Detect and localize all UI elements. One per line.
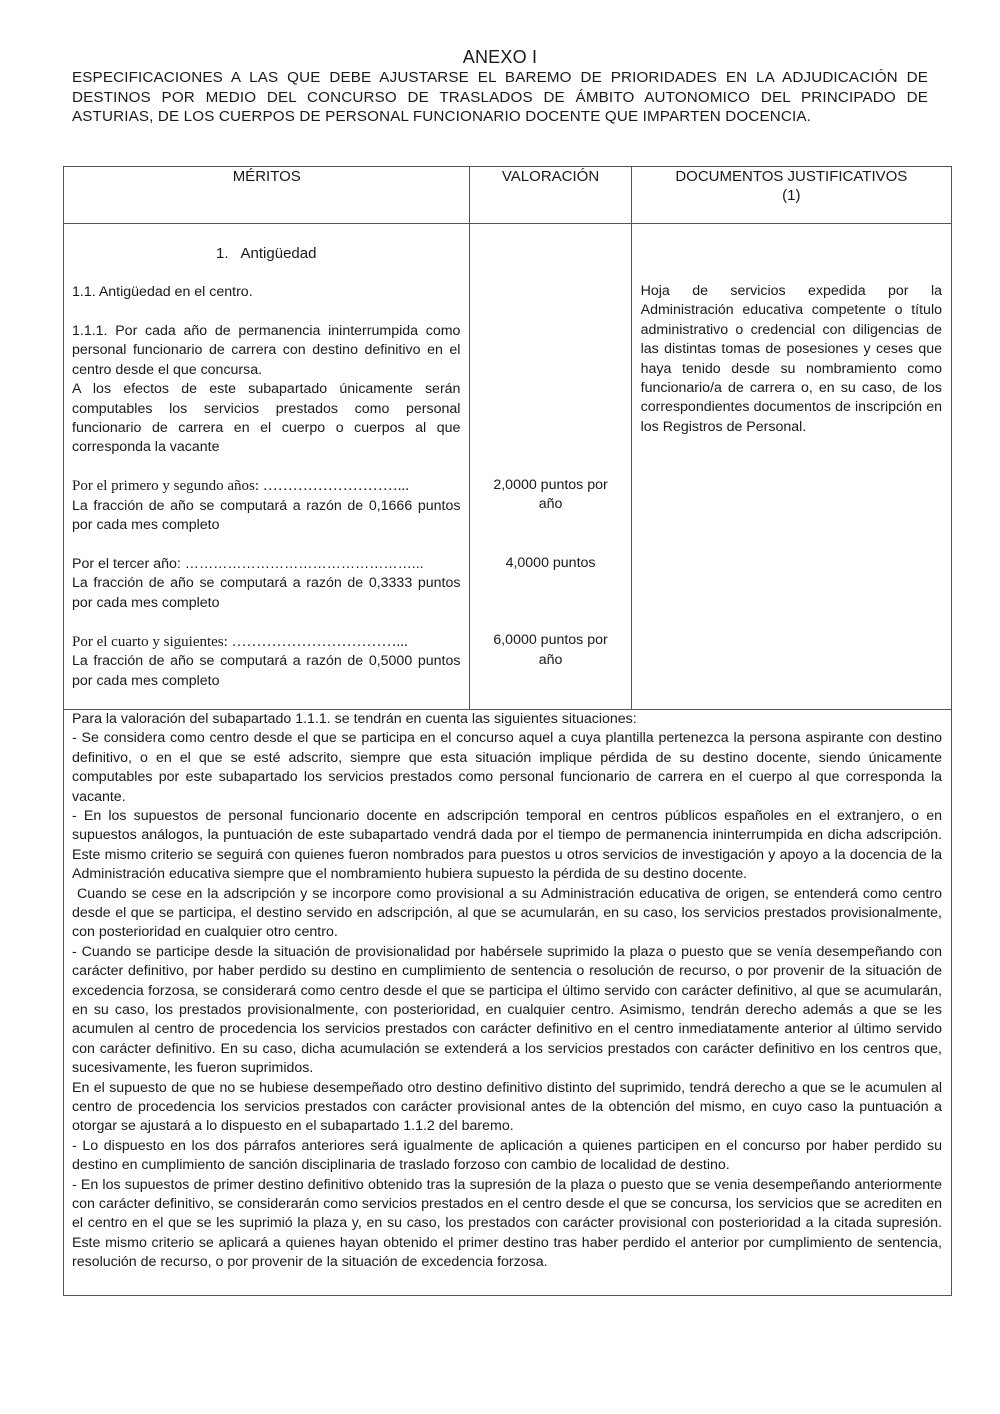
tier-fraction: La fracción de año se computará a razón de 0,1666 puntos por cada mes completo: [72, 497, 461, 534]
section-number: 1.: [216, 245, 229, 262]
section-label: Antigüedad: [240, 245, 317, 262]
tier-value: 2,0000 puntos por año: [493, 477, 608, 513]
note-paragraph: - En los supuestos de primer destino definitivo obtenido tras la supresión de la plaza o puesto que se venia desempeñando anteriormente con carácter definitivo, se considerarán como servicios prestados en el centro desde el que se concursa, los servicios que se acrediten en el centro en el que se les suprimió la plaza y, en su caso, los prestados con carácter provisional con posterioridad a la citada supresión. Este mismo criterio se aplicará a quienes hayan obtenido el primer destino tras haber perdido el anterior por cumplimiento de sentencia, resolución de recurso, o por provenir de la situación de excedencia forzosa.: [72, 1176, 942, 1271]
valoracion-cell: [470, 224, 631, 710]
note-paragraph: - Lo dispuesto en los dos párrafos anteriores será igualmente de aplicación a quienes participen en el concurso por haber perdido su destino en cumplimiento de sanción disciplinaria de traslado forzoso con cambio de localidad de destino.: [72, 1137, 942, 1174]
annex-title: ANEXO I: [462, 47, 538, 67]
meritos-cell: [64, 224, 470, 710]
notes-row: [64, 709, 952, 1295]
documentos-cell: [631, 224, 951, 710]
header-meritos: MÉRITOS: [64, 167, 470, 224]
note-paragraph: Cuando se cese en la adscripción y se incorpore como provisional a su Administración educativa de origen, se entenderá como centro desde el que se participa, el destino servido en adscripción, al que se acumularán, en su caso, los servicios prestados provisionalmente, con posterioridad en cualquier otro centro.: [72, 885, 946, 941]
tier-value: 6,0000 puntos por año: [493, 632, 608, 668]
note-paragraph: - En los supuestos de personal funcionario docente en adscripción temporal en centros públicos españoles en el extranjero, o en supuestos análogos, la puntuación de este subapartado vendrá dada por el tiempo de permanencia ininterrumpida en dicha adscripción. Este mismo criterio se seguirá con quienes fueron nombrados para puestos u otros servicios de investigación y apoyo a la docencia de la Administración educativa siempre que el nombramiento hubiera supuesto la pérdida de su destino docente.: [72, 807, 942, 883]
note-paragraph: - Cuando se participe desde la situación de provisionalidad por habérsele suprimido la plaza o puesto que se venía desempeñando con carácter definitivo, por haber perdido su destino en cumplimiento de sentencia o resolución de recurso, o por provenir de la situación de excedencia forzosa, se considerará como centro desde el que se participa el último servido con carácter definitivo, al que se acumularán, en su caso, los prestados provisionalmente, con posterioridad, en cualquier centro. Asimismo, tendrán derecho además a que se les acumulen al centro de procedencia los servicios prestados con carácter definitivo en el centro inmediatamente anterior al último servido con carácter definitivo. En su caso, dicha acumulación se extenderá a los servicios prestados con carácter definitivo en los centros que, sucesivamente, les fueron suprimidos.: [72, 943, 942, 1077]
header-documentos: DOCUMENTOS JUSTIFICATIVOS (1): [631, 167, 951, 224]
tier-fraction: La fracción de año se computará a razón de 0,5000 puntos por cada mes completo: [72, 653, 461, 689]
item-note: A los efectos de este subapartado únicamente serán computables los servicios prestados como personal funcionario de carrera en el cuerpo o cuerpos al que corresponda la vacante: [72, 381, 461, 456]
subsection-title: 1.1. Antigüedad en el centro.: [72, 284, 253, 300]
note-intro: Para la valoración del subapartado 1.1.1. se tendrán en cuenta las siguientes situaciones:: [72, 710, 637, 727]
notes-cell: [64, 709, 952, 1295]
tier-label: Por el tercer año: …………………………………………...: [72, 555, 424, 572]
note-paragraph: - Se considera como centro desde el que se participa en el concurso aquel a cuya plantilla pertenezca la persona aspirante con destino definitivo, o en el que se esté adscrito, siempre que esta situación implique pérdida de su destino docente, siendo únicamente computables por este subapartado los servicios prestados como personal funcionario de carrera en el cuerpo al que corresponda la vacante.: [72, 730, 942, 805]
note-paragraph: En el supuesto de que no se hubiese desempeñado otro destino definitivo distinto del suprimido, tendrá derecho a que se le acumulen al centro de procedencia los servicios prestados con carácter provisional antes de la obtención del mismo, en cuyo caso la puntuación a otorgar se ajustará a lo dispuesto en el subapartado 1.1.2 del baremo.: [72, 1079, 942, 1135]
item-heading: 1.1.1. Por cada año de permanencia ininterrumpida como personal funcionario de carrera con destino definitivo en el centro desde el que concursa.: [72, 322, 461, 378]
tier-value: 4,0000 puntos: [505, 554, 596, 571]
documentos-text: Hoja de servicios expedida por la Administración educativa competente o título administrativo o credencial con diligencias de las distintas tomas de posesiones y ceses que haya tenido desde su nombramiento como funcionario/a de carrera o, en su caso, de los correspondientes documentos de inscripción en los Registros de Personal.: [640, 283, 942, 435]
tier-fraction: La fracción de año se computará a razón de 0,3333 puntos por cada mes completo: [72, 575, 461, 611]
table-row: [64, 224, 952, 710]
table-header-row: [64, 167, 952, 224]
header-valoracion: VALORACIÓN: [470, 167, 631, 224]
baremo-table: [63, 166, 952, 1296]
annex-subtitle: ESPECIFICACIONES A LAS QUE DEBE AJUSTARSE EL BAREMO DE PRIORIDADES EN LA ADJUDICACIÓN DE DESTINOS POR MEDIO DEL CONCURSO DE TRASLADOS DE ÁMBITO AUTONOMICO DEL PRINCIPADO DE ASTURIAS, DE LOS CUERPOS DE PERSONAL FUNCIONARIO DOCENTE QUE IMPARTEN DOCENCIA.: [72, 69, 928, 125]
section-title: [72, 244, 460, 263]
tier-label: Por el primero y segundo años: ………………………...: [72, 478, 410, 495]
tier-label: Por el cuarto y siguientes: ……………………………...: [72, 633, 408, 650]
